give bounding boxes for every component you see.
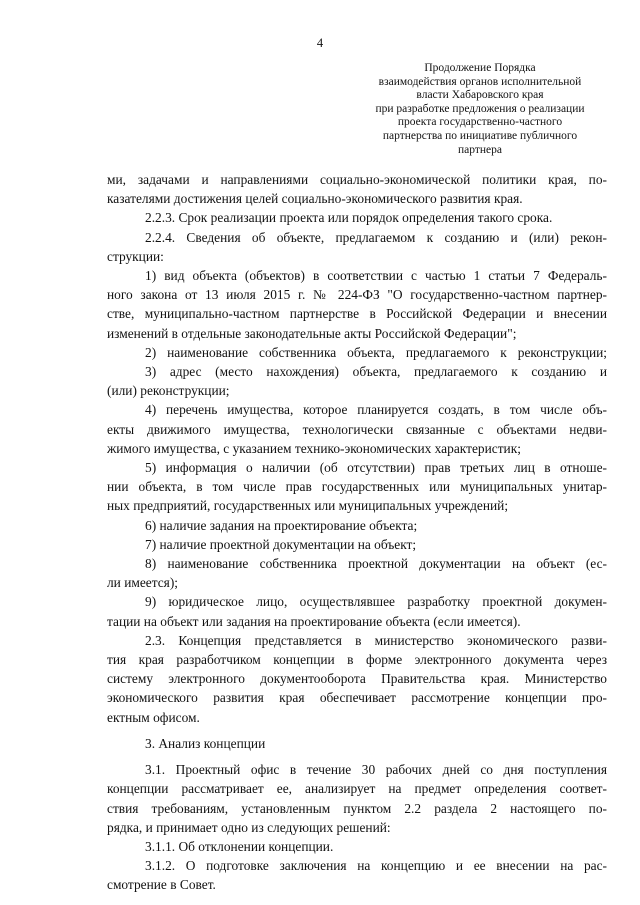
body-line: 7) наличие проектной документации на объект; [145, 536, 417, 552]
header-line: партнера [458, 143, 502, 156]
header-line: власти Хабаровского края [416, 89, 544, 102]
document-header [360, 62, 600, 157]
body-line: рядка, и принимает одно из следующих решений: [107, 819, 391, 835]
body-line: смотрение в Совет. [107, 877, 216, 893]
body-line: ли имеется); [107, 575, 179, 591]
document-body [107, 170, 607, 895]
header-line: Продолжение Порядка [424, 62, 536, 74]
body-line: 6) наличие задания на проектирование объекта; [145, 517, 418, 533]
body-line: 8) наименование собственника проектной документации на объект (ес- [145, 556, 607, 572]
page-number: 4 [316, 36, 324, 50]
body-line: 3) адрес (место нахождения) объекта, предлагаемого к созданию и [145, 364, 607, 380]
body-line: екты движимого имущества, технологически связанные с объектами недви- [107, 421, 607, 437]
body-line: тия края разработчиком концепции в форме электронного документа через [107, 652, 607, 668]
body-line: 2.3. Концепция представляется в министерство экономического разви- [145, 632, 607, 648]
body-line: 4) перечень имущества, которое планируется создать, в том числе объ- [145, 402, 607, 418]
body-line: 2.2.4. Сведения об объекте, предлагаемом к созданию и (или) рекон- [145, 229, 607, 245]
body-line: ектным офисом. [107, 709, 200, 725]
body-line: нии объекта, в том числе прав государственных или муниципальных унитар- [107, 479, 607, 495]
body-line: струкции: [107, 248, 164, 264]
body-line: ного закона от 13 июля 2015 г. № 224-ФЗ "О государственно-частном партнер- [107, 287, 607, 303]
header-line: взаимодействия органов исполнительной [378, 75, 582, 88]
header-line: проекта государственно-частного [397, 116, 563, 129]
body-line: 2.2.3. Срок реализации проекта или порядок определения такого срока. [145, 210, 553, 226]
body-line: 2) наименование собственника объекта, предлагаемого к реконструкции; [145, 344, 607, 360]
body-line: систему электронного документооборота Правительства края. Министерство [107, 671, 607, 687]
body-line: ми, задачами и направлениями социально-экономической политики края, по- [107, 172, 607, 187]
body-line: концепции рассматривает ее, анализирует на предмет определения соответ- [107, 781, 607, 797]
header-line: партнерства по инициативе публичного [382, 129, 578, 142]
body-line: ствия требованиям, установленным пунктом 2.2 раздела 2 настоящего по- [107, 800, 607, 816]
section-heading: 3. Анализ концепции [145, 735, 266, 751]
body-line: изменений в отдельные законодательные акты Российской Федерации"; [107, 325, 517, 341]
body-line: стве, муниципально-частном партнерстве в Российской Федерации и внесении [107, 306, 607, 322]
body-line: тации на объект или задания на проектирование объекта (если имеется). [107, 613, 521, 629]
body-line: ных предприятий, государственных или муниципальных учреждений; [107, 498, 509, 514]
body-line: 5) информация о наличии (об отсутствии) прав третьих лиц в отноше- [145, 460, 607, 476]
body-line: жимого имущества, с указанием технико-экономических характеристик; [107, 440, 521, 456]
body-line: 3.1.2. О подготовке заключения на концепцию и ее внесении на рас- [145, 858, 607, 874]
body-line: 9) юридическое лицо, осуществлявшее разработку проектной докумен- [145, 594, 607, 610]
body-line: 1) вид объекта (объектов) в соответствии с частью 1 статьи 7 Федераль- [145, 268, 607, 284]
body-line: 3.1.1. Об отклонении концепции. [145, 838, 334, 854]
body-line: (или) реконструкции; [107, 383, 230, 399]
header-line: при разработке предложения о реализации [375, 102, 585, 115]
body-line: казателями достижения целей социально-экономического развития края. [107, 191, 523, 207]
body-line: 3.1. Проектный офис в течение 30 рабочих дней со дня поступления [145, 762, 607, 778]
body-line: экономического развития края обеспечивает рассмотрение концепции про- [107, 690, 607, 706]
